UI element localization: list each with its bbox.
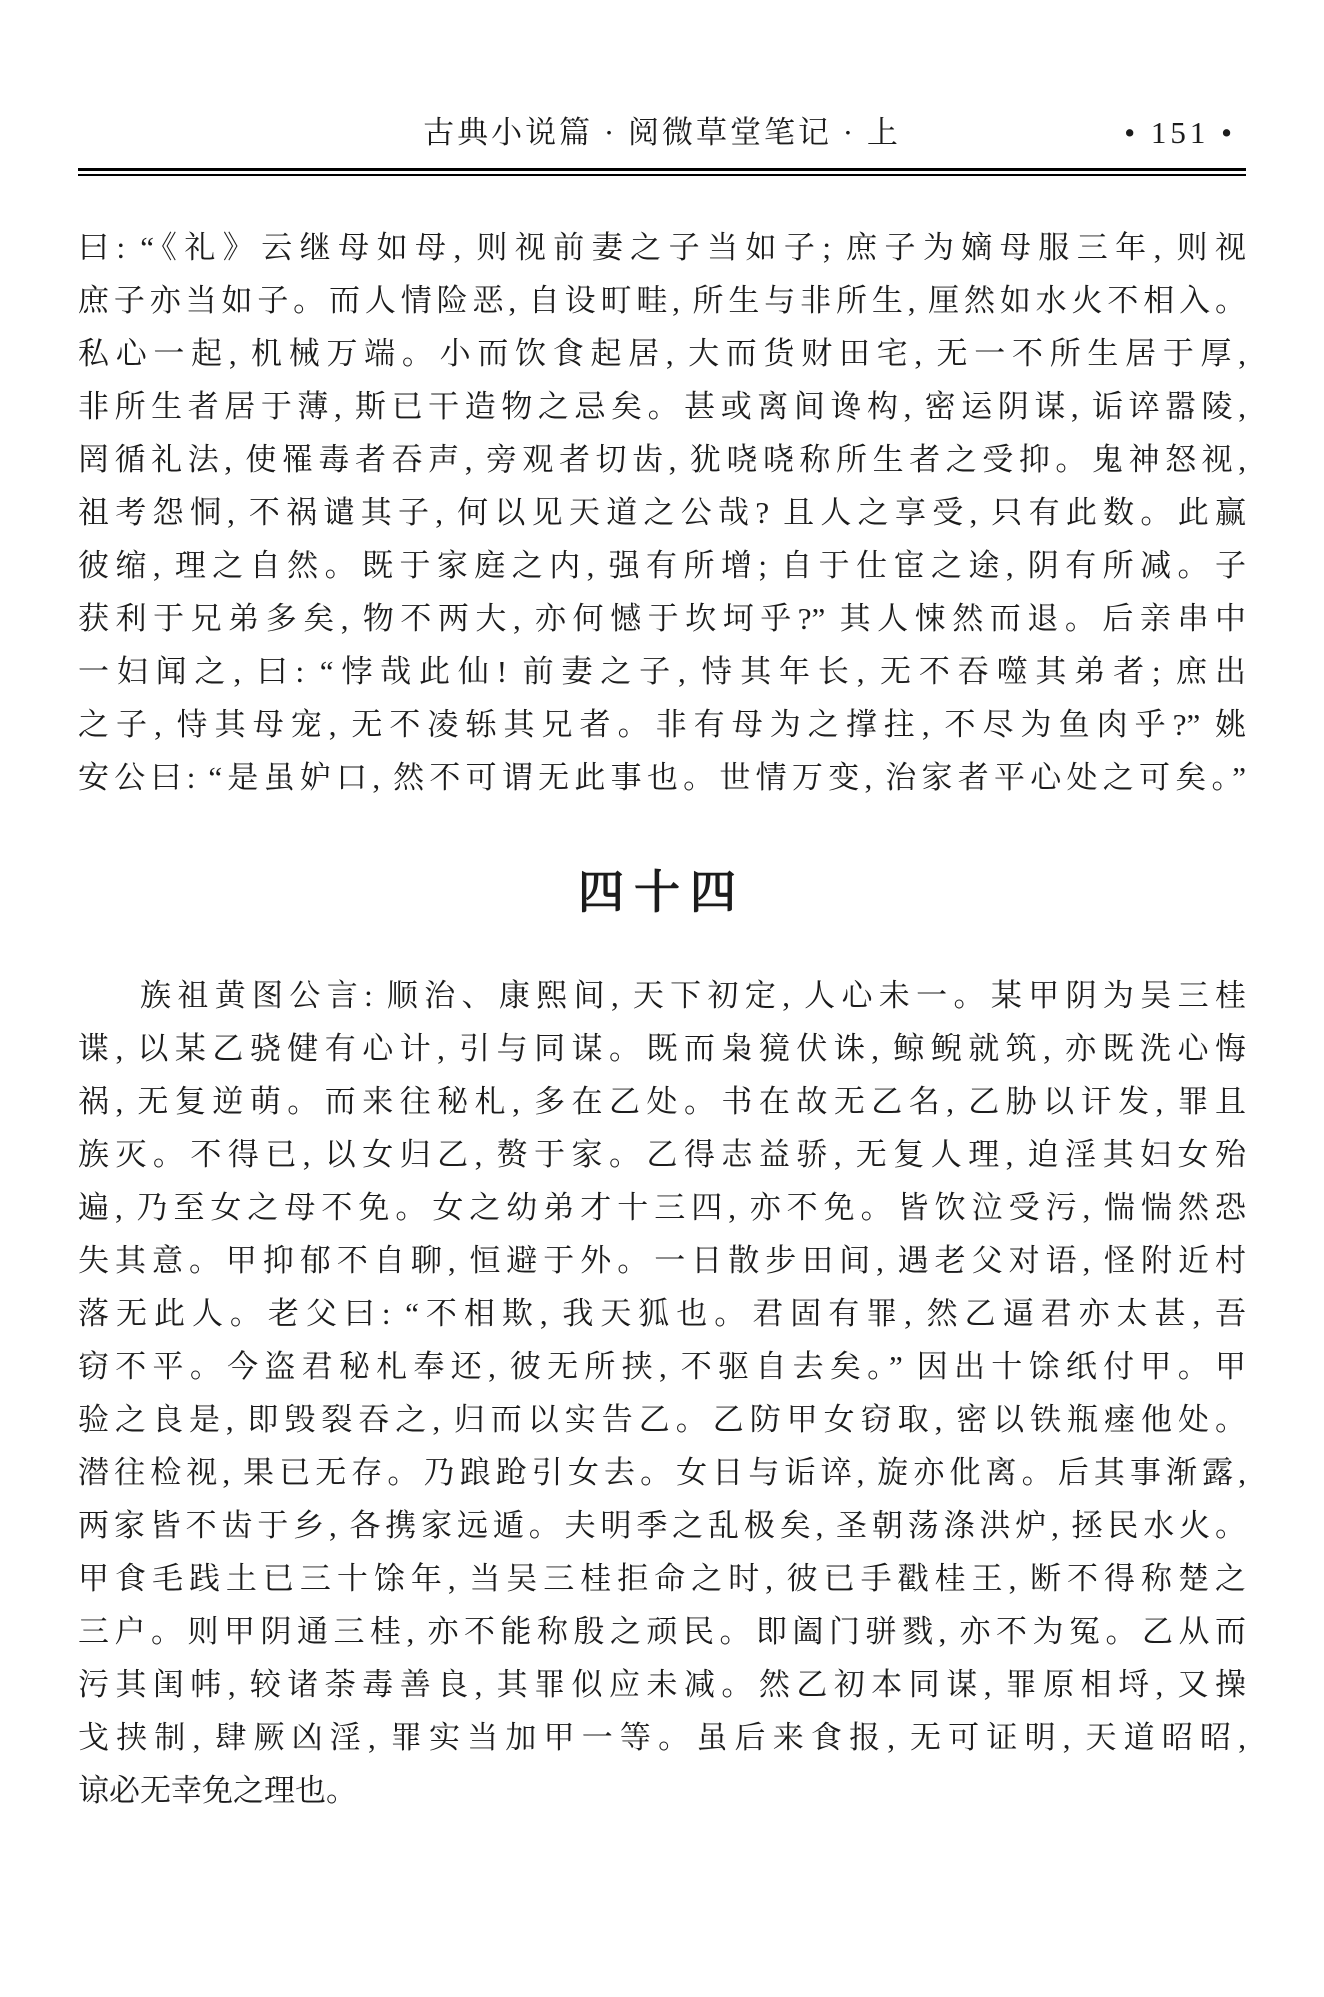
text-line: 曰: “《礼》云继母如母, 则视前妻之子当如子; 庶子为嫡母服三年, 则视	[78, 230, 1246, 265]
text-block	[78, 0, 1246, 1817]
text-line: 安公曰: “是虽妒口, 然不可谓无此事也。世情万变, 治家者平心处之可矣。”	[78, 760, 1246, 795]
text-line: 甲食毛践土已三十馀年, 当吴三桂拒命之时, 彼已手戳桂王, 断不得称楚之	[78, 1561, 1246, 1596]
text-line: 失其意。甲抑郁不自聊, 恒避于外。一日散步田间, 遇老父对语, 怪附近村	[78, 1243, 1246, 1278]
text-line: 祸, 无复逆萌。而来往秘札, 多在乙处。书在故无乙名, 乙胁以讦发, 罪且	[78, 1084, 1246, 1119]
text-line: 谍, 以某乙骁健有心计, 引与同谋。既而枭獍伏诛, 鲸鲵就筑, 亦既洗心悔	[78, 1031, 1246, 1066]
text-line: 罔循礼法, 使罹毒者吞声, 旁观者切齿, 犹哓哓称所生者之受抑。鬼神怒视,	[78, 442, 1246, 477]
text-line: 之子, 恃其母宠, 无不凌轹其兄者。非有母为之撑拄, 不尽为鱼肉乎?” 姚	[78, 707, 1246, 742]
running-title: 古典小说篇 · 阅微草堂笔记 · 上	[423, 115, 901, 150]
header-rule	[78, 168, 1246, 176]
text-line: 祖考怨恫, 不祸谴其子, 何以见天道之公哉? 且人之享受, 只有此数。此赢	[78, 495, 1246, 530]
paragraph-continuation	[78, 221, 1246, 804]
text-line: 两家皆不齿于乡, 各携家远遁。夫明季之乱极矣, 圣朝荡涤洪炉, 拯民水火。	[78, 1508, 1246, 1543]
page-header	[78, 112, 1246, 154]
text-line: 污其闺帏, 较诸荼毒善良, 其罪似应未减。然乙初本同谋, 罪原相埒, 又操	[78, 1667, 1246, 1702]
text-line: 谅必无幸免之理也。	[78, 1773, 357, 1808]
text-line: 三户。则甲阴通三桂, 亦不能称殷之顽民。即阖门骈戮, 亦不为冤。乙从而	[78, 1614, 1246, 1649]
page-number: • 151 •	[1124, 115, 1236, 150]
section-paragraph	[78, 969, 1246, 1817]
text-line: 戈挟制, 肆厥凶淫, 罪实当加甲一等。虽后来食报, 无可证明, 天道昭昭,	[78, 1720, 1246, 1755]
text-line: 彼缩, 理之自然。既于家庭之内, 强有所增; 自于仕宦之途, 阴有所减。子	[78, 548, 1246, 583]
section-title: 四十四	[578, 867, 746, 918]
text-line: 潜往检视, 果已无存。乃踉跄引女去。女日与诟谇, 旋亦仳离。后其事渐露,	[78, 1455, 1246, 1490]
text-line: 窃不平。今盗君秘札奉还, 彼无所挟, 不驱自去矣。” 因出十馀纸付甲。甲	[78, 1349, 1246, 1384]
text-line: 验之良是, 即毁裂吞之, 归而以实告乙。乙防甲女窃取, 密以铁瓶瘗他处。	[78, 1402, 1246, 1437]
text-line: 获利于兄弟多矣, 物不两大, 亦何憾于坎坷乎?” 其人悚然而退。后亲串中	[78, 601, 1246, 636]
text-line: 庶子亦当如子。而人情险恶, 自设町畦, 所生与非所生, 厘然如水火不相入。	[78, 283, 1246, 318]
text-line: 落无此人。老父曰: “不相欺, 我天狐也。君固有罪, 然乙逼君亦太甚, 吾	[78, 1296, 1246, 1331]
text-line: 遍, 乃至女之母不免。女之幼弟才十三四, 亦不免。皆饮泣受污, 惴惴然恐	[78, 1190, 1246, 1225]
text-line: 一妇闻之, 曰: “悖哉此仙! 前妻之子, 恃其年长, 无不吞噬其弟者; 庶出	[78, 654, 1246, 689]
text-line: 私心一起, 机械万端。小而饮食起居, 大而货财田宅, 无一不所生居于厚,	[78, 336, 1246, 371]
text-line: 族祖黄图公言: 顺治、康熙间, 天下初定, 人心未一。某甲阴为吴三桂	[140, 978, 1246, 1013]
text-line: 非所生者居于薄, 斯已干造物之忌矣。甚或离间谗构, 密运阴谋, 诟谇嚣陵,	[78, 389, 1246, 424]
text-line: 族灭。不得已, 以女归乙, 赘于家。乙得志益骄, 无复人理, 迫淫其妇女殆	[78, 1137, 1246, 1172]
